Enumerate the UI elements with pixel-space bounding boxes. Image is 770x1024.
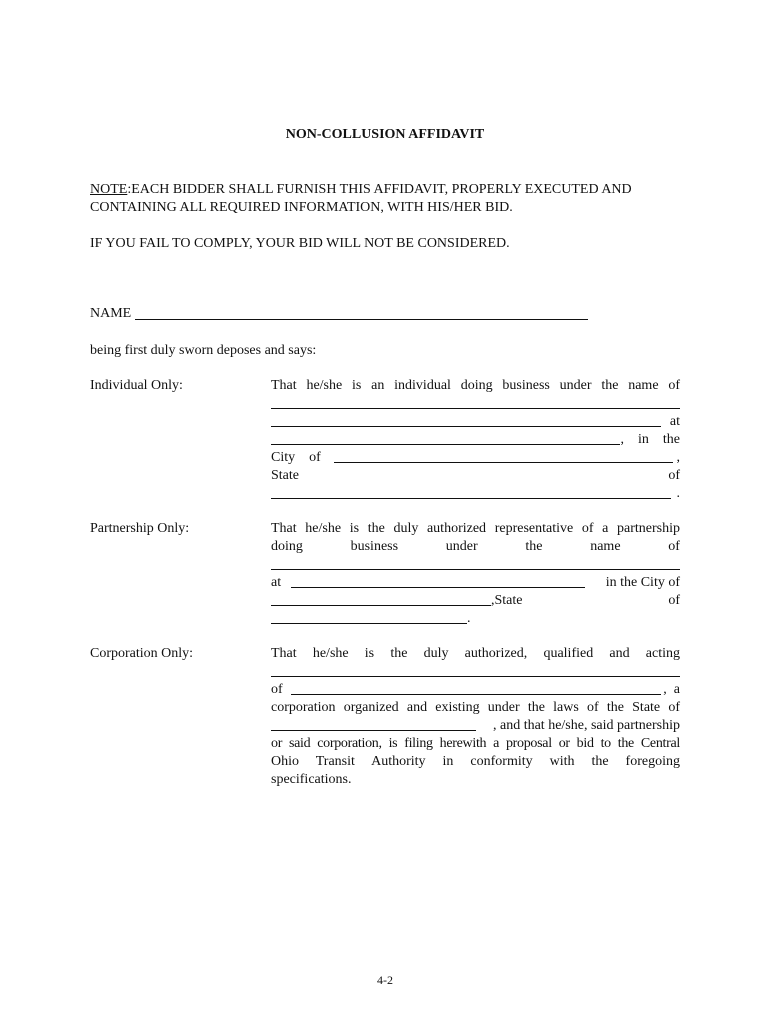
corporation-label: Corporation Only:	[90, 646, 194, 661]
partnership-row-3	[271, 556, 680, 574]
corporation-a: , a	[663, 682, 680, 697]
individual-city-of: City of	[271, 450, 321, 465]
corporation-title-field[interactable]	[271, 676, 680, 677]
page-title: NON-COLLUSION AFFIDAVIT	[285, 127, 485, 142]
partnership-row-6	[271, 610, 680, 628]
name-field[interactable]	[135, 319, 588, 320]
corporation-spec: specifications.	[271, 772, 352, 787]
individual-city-field[interactable]	[334, 462, 673, 463]
corporation-ohio: Ohio Transit Authority in conformity with the foregoing	[271, 754, 680, 769]
individual-period: .	[676, 486, 680, 501]
sworn-statement: being first duly sworn deposes and says:	[90, 343, 317, 358]
individual-row-5	[271, 449, 680, 467]
partnership-state-field[interactable]	[271, 623, 467, 624]
individual-business-name-field-2[interactable]	[271, 426, 661, 427]
partnership-intro: That he/she is the duly authorized representative of a partnership	[271, 521, 680, 536]
individual-intro: That he/she is an individual doing business under the name of	[271, 378, 680, 393]
name-label: NAME	[90, 306, 132, 321]
individual-at: at	[669, 414, 680, 429]
corporation-intro: That he/she is the duly authorized, qualified and acting	[271, 646, 680, 661]
individual-row-2	[271, 395, 680, 413]
partnership-row-4	[271, 574, 680, 592]
corporation-of: of	[271, 682, 283, 697]
partnership-word: under	[445, 539, 478, 554]
corporation-section	[271, 645, 680, 789]
partnership-label: Partnership Only:	[90, 521, 190, 536]
page-number: 4-2	[377, 973, 393, 987]
partnership-in-city-of: in the City of	[605, 575, 680, 590]
corporation-partnership: , and that he/she, said partnership	[492, 718, 680, 733]
partnership-name-field[interactable]	[271, 569, 680, 570]
partnership-word: name	[590, 539, 621, 554]
corporation-name-field[interactable]	[291, 694, 661, 695]
individual-section	[271, 377, 680, 503]
note-text-1: :EACH BIDDER SHALL FURNISH THIS AFFIDAVIT, PROPERLY EXECUTED AND	[127, 182, 632, 197]
partnership-address-field[interactable]	[291, 587, 585, 588]
partnership-word: of	[668, 539, 680, 554]
individual-row-3	[271, 413, 680, 431]
note-line-1	[90, 181, 632, 199]
partnership-row-5	[271, 592, 680, 610]
individual-of: of	[668, 468, 680, 483]
individual-row-6	[271, 467, 680, 485]
individual-row-4	[271, 431, 680, 449]
note-label: NOTE	[90, 182, 128, 197]
corporation-filing: or said corporation, is filing herewith a proposal or bid to the Central	[271, 736, 680, 751]
partnership-state: ,State	[491, 593, 523, 608]
corporation-row-3	[271, 681, 680, 699]
corporation-state-field[interactable]	[271, 730, 476, 731]
partnership-word: business	[350, 539, 399, 554]
partnership-city-field[interactable]	[271, 605, 491, 606]
note-line-2: CONTAINING ALL REQUIRED INFORMATION, WITH HIS/HER BID.	[90, 200, 513, 215]
individual-in-the: , in the	[620, 432, 680, 447]
individual-comma: ,	[676, 450, 680, 465]
partnership-section	[271, 520, 680, 628]
warning-text: IF YOU FAIL TO COMPLY, YOUR BID WILL NOT BE CONSIDERED.	[90, 236, 510, 251]
corporation-row-2	[271, 663, 680, 681]
partnership-word: the	[525, 539, 543, 554]
partnership-of: of	[668, 593, 680, 608]
individual-business-name-field[interactable]	[271, 408, 680, 409]
partnership-at: at	[271, 575, 282, 590]
individual-label: Individual Only:	[90, 378, 183, 393]
partnership-word: doing	[271, 539, 303, 554]
partnership-row-2	[271, 538, 680, 556]
corporation-row-5	[271, 717, 680, 735]
individual-row-7	[271, 485, 680, 503]
individual-state-field[interactable]	[271, 498, 671, 499]
partnership-period: .	[467, 611, 471, 626]
corporation-laws: corporation organized and existing under the laws of the State of	[271, 700, 680, 715]
individual-address-field[interactable]	[271, 444, 620, 445]
individual-state: State	[271, 468, 299, 483]
